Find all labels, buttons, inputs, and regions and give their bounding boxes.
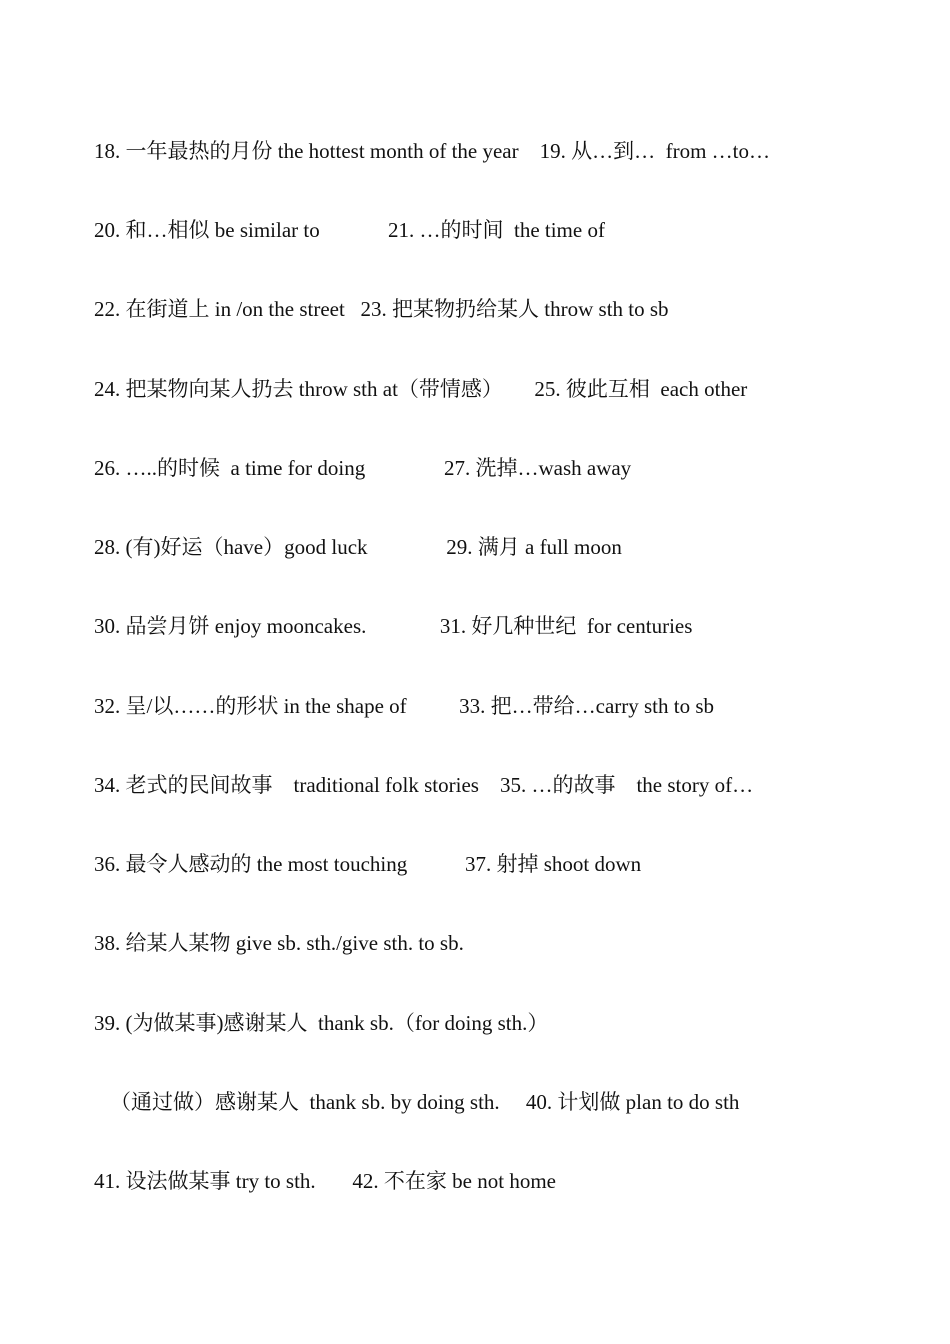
phrase-line-20-21: 20. 和…相似 be similar to 21. …的时间 the time of: [94, 218, 605, 242]
phrase-line-38: 38. 给某人某物 give sb. sth./give sth. to sb.: [94, 931, 464, 955]
phrase-line-41-42: 41. 设法做某事 try to sth. 42. 不在家 be not home: [94, 1169, 556, 1193]
phrase-line-34-35: 34. 老式的民间故事 traditional folk stories 35. …的故事 the story of…: [94, 773, 754, 797]
phrase-line-26-27: 26. …..的时候 a time for doing 27. 洗掉…wash away: [94, 456, 632, 480]
phrase-line-28-29: 28. (有)好运（have）good luck 29. 满月 a full moon: [94, 535, 622, 559]
phrase-line-18-19: 18. 一年最热的月份 the hottest month of the year 19. 从…到… from …to…: [94, 139, 771, 163]
phrase-line-32-33: 32. 呈/以……的形状 in the shape of 33. 把…带给…carry sth to sb: [94, 694, 715, 718]
phrase-line-30-31: 30. 品尝月饼 enjoy mooncakes. 31. 好几种世纪 for centuries: [94, 614, 693, 638]
phrase-line-36-37: 36. 最令人感动的 the most touching 37. 射掉 shoot down: [94, 852, 642, 876]
phrase-line-39: 39. (为做某事)感谢某人 thank sb.（for doing sth.）: [94, 1011, 549, 1035]
phrase-line-22-23: 22. 在街道上 in /on the street 23. 把某物扔给某人 throw sth to sb: [94, 297, 669, 321]
phrase-line-24-25: 24. 把某物向某人扔去 throw sth at（带情感） 25. 彼此互相 each other: [94, 377, 748, 401]
phrase-line-39b-40: （通过做）感谢某人 thank sb. by doing sth. 40. 计划做 plan to do sth: [110, 1090, 740, 1114]
